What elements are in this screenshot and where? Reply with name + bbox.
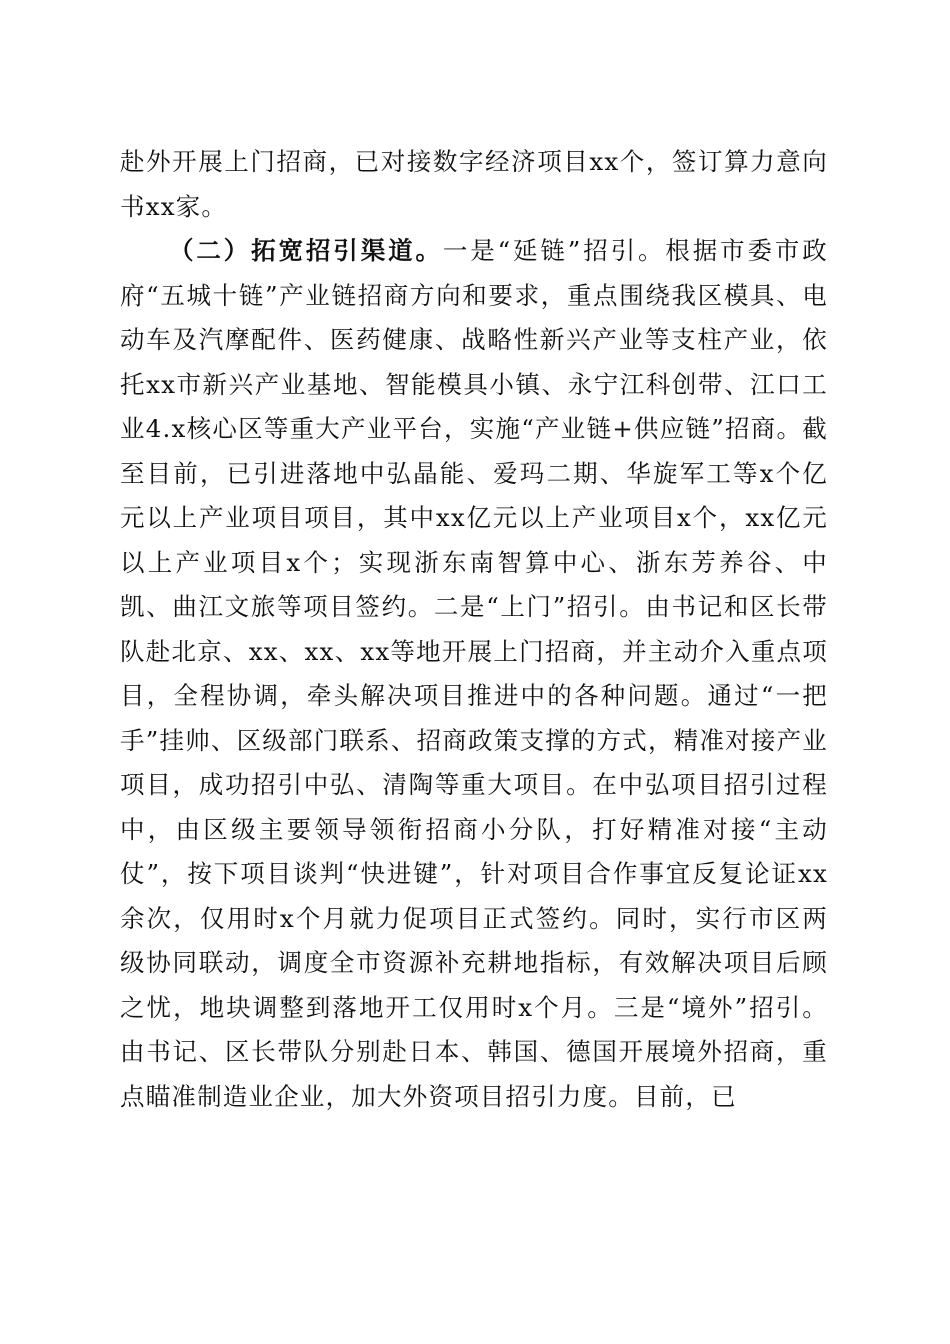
section-heading: （二）拓宽招引渠道。 bbox=[169, 236, 443, 265]
paragraph-section-two bbox=[120, 229, 828, 1119]
document-body bbox=[120, 140, 828, 1119]
paragraph-continuation bbox=[120, 140, 828, 229]
paragraph-text: 赴外开展上门招商，已对接数字经济项目xx个，签订算力意向书xx家。 bbox=[120, 147, 828, 221]
paragraph-text: 一是“延链”招引。根据市委市政府“五城十链”产业链招商方向和要求，重点围绕我区模具、电动车及汽摩配件、医药健康、战略性新兴产业等支柱产业，依托xx市新兴产业基地、智能模具小镇、永宁江科创带、江口工业4.x核心区等重大产业平台，实施“产业链+供应链”招商。截至目前，已引进落地中弘晶能、爱玛二期、华旋军工等x个亿元以上产业项目项目，其中xx亿元以上产业项目x个，xx亿元以上产业项目x个；实现浙东南智算中心、浙东芳养谷、中凯、曲江文旅等项目签约。二是“上门”招引。由书记和区长带队赴北京、xx、xx、xx等地开展上门招商，并主动介入重点项目，全程协调，牵头解决项目推进中的各种问题。通过“一把手”挂帅、区级部门联系、招商政策支撑的方式，精准对接产业项目，成功招引中弘、清陶等重大项目。在中弘项目招引过程中，由区级主要领导领衔招商小分队，打好精准对接“主动仗”，按下项目谈判“快进键”，针对项目合作事宜反复论证xx余次，仅用时x个月就力促项目正式签约。同时，实行市区两级协同联动，调度全市资源补充耕地指标，有效解决项目后顾之忧，地块调整到落地开工仅用时x个月。三是“境外”招引。由书记、区长带队分别赴日本、韩国、德国开展境外招商，重点瞄准制造业企业，加大外资项目招引力度。目前，已 bbox=[120, 236, 828, 1111]
